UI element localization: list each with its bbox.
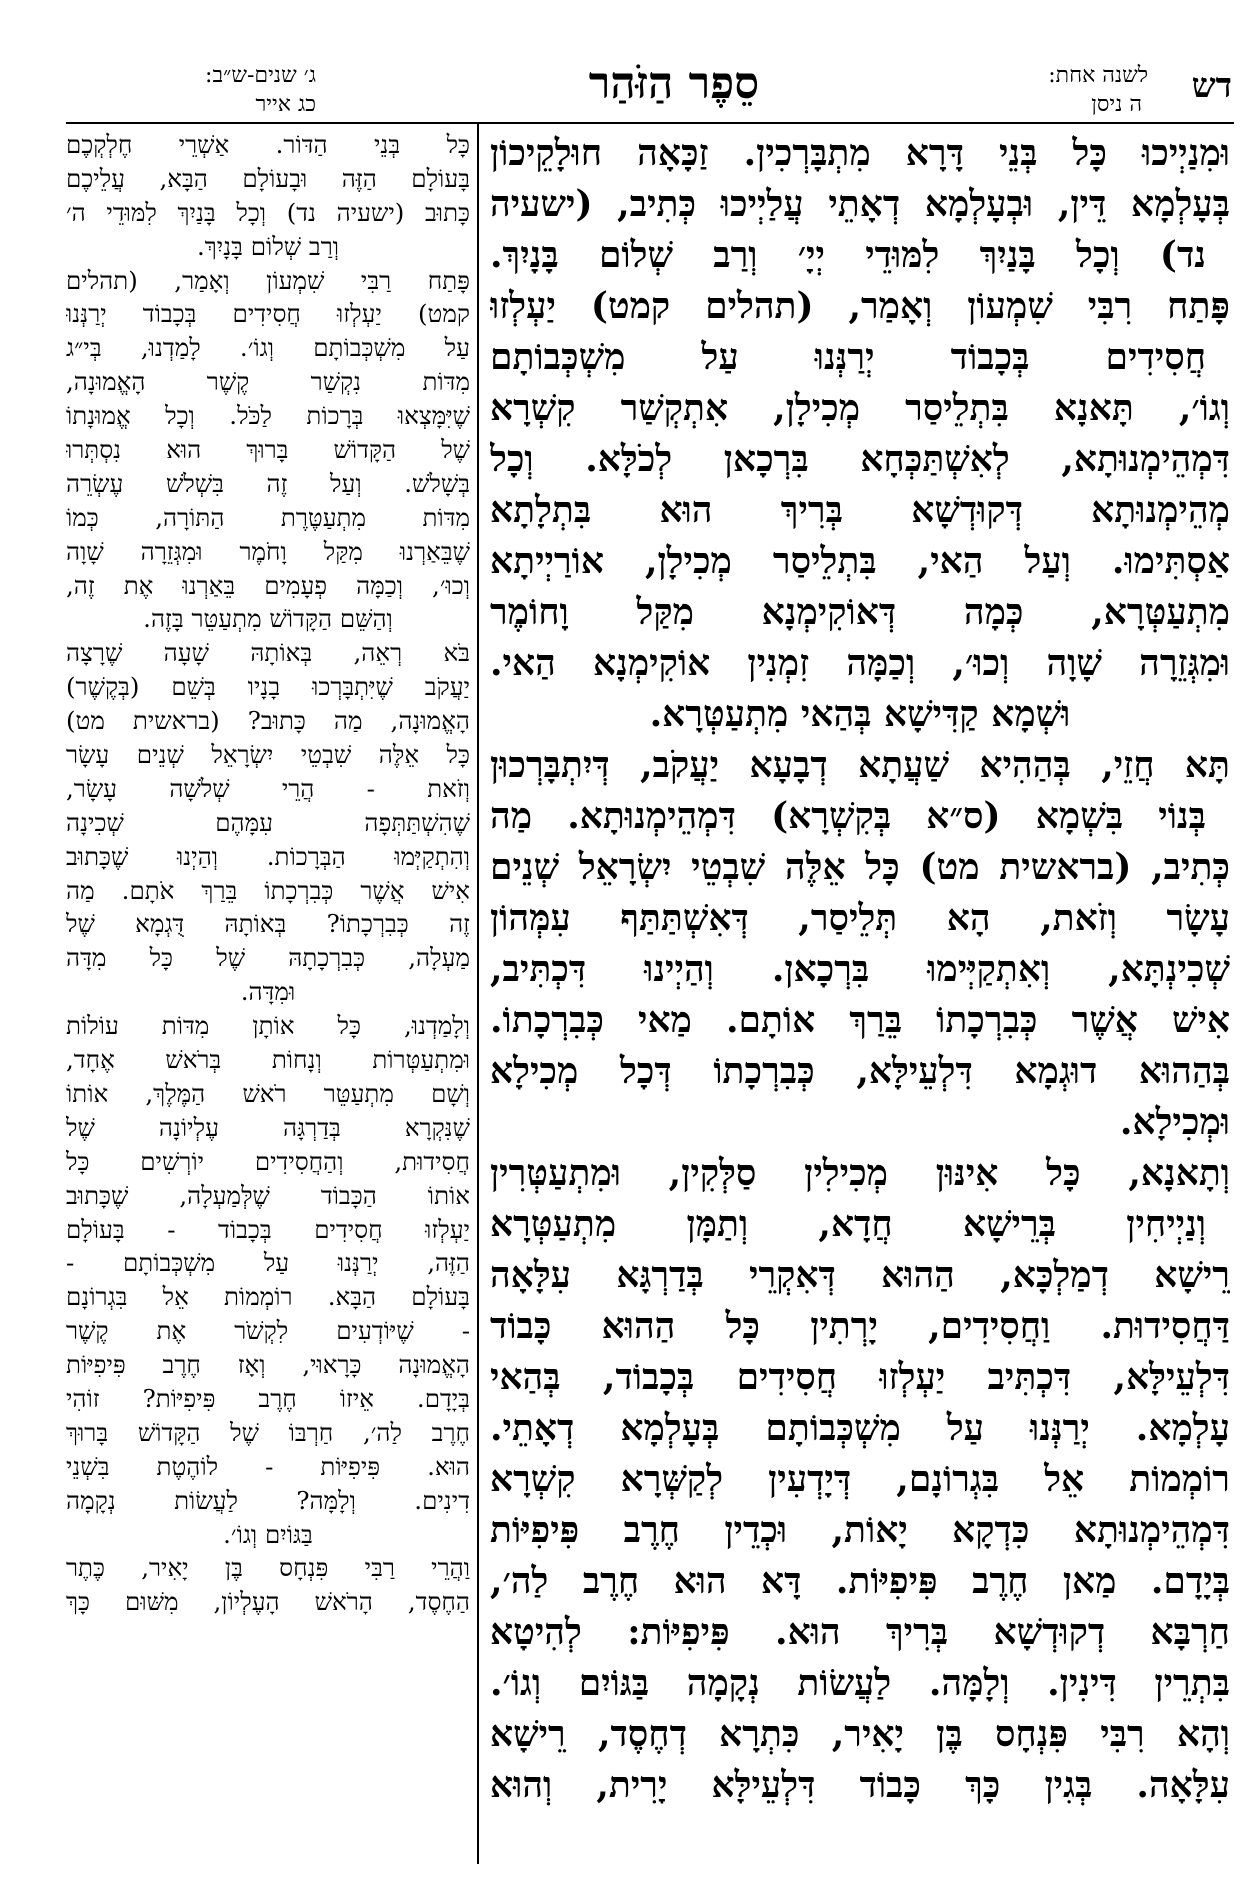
main-text-line: מְהֵימְנוּתָא דְּקוּדְשָׁא בְּרִיךְ הוּא בִּתְלָתָא: [490, 489, 1230, 531]
side-text-line: וַהֲרֵי רַבִּי פִּנְחָס בֶּן יָאִיר, כֶּתֶר: [66, 1553, 470, 1583]
main-text-line: וּמְכִילָא.: [1119, 1101, 1230, 1143]
main-text-line: דִּמְהֵימְנוּתָא כִּדְקָא יָאוֹת, וּכְדֵין חֶרֶב פִּיפִיּוֹת: [490, 1509, 1230, 1551]
side-text-line: יַעְלְזוּ חֲסִידִים בְּכָבוֹד - בָּעוֹלָם: [66, 1214, 470, 1244]
main-text-line: אִישׁ אֲשֶׁר כְּבִרְכָתוֹ בֵּרַךְ אוֹתָם. מַאי כְּבִרְכָתוֹ.: [490, 999, 1230, 1041]
column-divider: [477, 124, 479, 1864]
side-text-line: קמט) יַעְלְזוּ חֲסִידִים בְּכָבוֹד יְרַנְּנוּ: [66, 299, 470, 329]
side-text-line: פָּתַח רַבִּי שִׁמְעוֹן וְאָמַר, (תהלים: [66, 265, 470, 295]
side-text-line: שֶׁבֵּאַרְנוּ מִקַּל וָחֹמֶר וּמִגְּזֵרָה שָׁוָה: [66, 536, 470, 566]
main-text-line: עִלָּאָה. בְּגִין כָּךְ כָּבוֹד דִּלְעֵילָּא יָרִית, וְהוּא: [490, 1764, 1230, 1806]
side-text-line: אוֹתוֹ הַכָּבוֹד שֶׁלְּמַעְלָה, שֶׁכָּתוּב: [66, 1180, 470, 1210]
side-text-line: עַל מִשְׁכְּבוֹתָם וְגוֹ׳. לָמַדְנוּ, בְּי״ג: [66, 333, 470, 363]
aramaic-text-column: [490, 128, 1230, 1811]
main-text-line: בְּעָלְמָא דֵּין, וּבְעָלְמָא דְאָתֵי עֲלַיְיכוּ כְּתִיב, (ישעיה: [490, 183, 1230, 225]
side-text-line: אִישׁ אֲשֶׁר כְּבִרְכָתוֹ בֵּרַךְ אֹתָם. מַה: [66, 875, 470, 905]
side-text-line: וּמִדָּה.: [240, 977, 296, 1007]
book-title: סֵפֶר הַזֹּהַר: [588, 58, 760, 109]
side-text-line: הַחֶסֶד, הָרֹאשׁ הָעֶלְיוֹן, מִשּׁוּם כָּךְ: [66, 1587, 470, 1617]
main-text-line: נד) וְכָל בָּנַיִךְ לִמּוּדֵי יְיָ׳ וְרַב שְׁלוֹם בָּנָיִךְ.: [490, 234, 1206, 276]
side-text-line: בֹּא רְאֵה, בְּאוֹתָהּ שָׁעָה שֶׁרָצָה: [66, 638, 470, 668]
side-text-line: הוּא. פִּיפִיּוֹת - לוֹהֶטֶת בִּשְׁנֵי: [66, 1451, 470, 1481]
main-text-line: בְּהַהוּא דוּגְמָא דִּלְעֵילָּא, כְּבִרְכָתוֹ דְּכָל מְכִילָא: [490, 1050, 1230, 1092]
main-text-line: שְׁכִינְתָּא, וְאִתְקַיְּימוּ בִּרְכָאן. וְהַיְינוּ דִּכְתִּיב,: [490, 948, 1230, 990]
header-divider: [66, 122, 1234, 124]
side-text-line: בָּעוֹלָם הַזֶּה וּבָעוֹלָם הַבָּא, עֲלֵיכֶם: [66, 163, 470, 193]
side-text-line: הַזֶּה, יְרַנְּנוּ עַל מִשְׁכְּבוֹתָם -: [66, 1248, 470, 1278]
main-text-line: וּמִנַיְיכוּ כָּל בְּנֵי דָּרָא מִתְבָּרְכִין. זַכָּאָה חוּלָקֵיכוֹן: [490, 132, 1230, 174]
main-text-line: וְתָאנָא, כָּל אִינּוּן מְכִילִין סַלְּקִין, וּמִתְעַטְּרִין: [490, 1152, 1230, 1194]
main-text-line: עָשָׂר וְזֹאת, הָא תְּלֵיסַר, דְּאִשְׁתַּתַּף עִמְּהוֹן: [490, 897, 1230, 939]
main-text-line: עָלְמָא. יְרַנְּנוּ עַל מִשְׁכְּבוֹתָם בְּעָלְמָא דְאָתֵי.: [490, 1407, 1230, 1449]
main-text-line: רֵישָׁא דְמַלְכָּא, הַהוּא דְּאִקְרֵי בְּדַרְגָּא עִלָּאָה: [490, 1254, 1230, 1296]
main-text-line: וְנַיְיחִין בְּרֵישָׁא חֲדָא, וְתַמָּן מִתְעַטְּרָא: [490, 1203, 1206, 1245]
side-text-line: בְּיָדָם. אֵיזוֹ חֶרֶב פִּיפִיּוֹת? זוֹהִי: [66, 1383, 470, 1413]
main-text-line: כְּתִיב, (בראשית מט) כָּל אֵלֶּה שִׁבְטֵי יִשְׂרָאֵל שְׁנֵים: [490, 846, 1230, 888]
main-text-line: אַסְתִּימוּ. וְעַל הַאי, בִּתְלֵיסַר מְכִילָן, אוֹרַיְיתָא: [490, 540, 1230, 582]
side-text-line: וְהַשֵּׁם הַקָּדוֹשׁ מִתְעַטֵּר בָּזֶה.: [143, 604, 393, 634]
side-text-line: וְכוּ׳, וְכַמָּה פְעָמִים בֵּאַרְנוּ אֶת זֶה,: [66, 570, 470, 600]
side-text-line: וְרַב שְׁלוֹם בָּנָיִךְ.: [196, 231, 340, 261]
side-text-line: וְשָׁם מִתְעַטֵּר רֹאשׁ הַמֶּלֶךְ, אוֹתוֹ: [66, 1078, 470, 1108]
main-text-line: חַרְבָּא דְקוּדְשָׁא בְּרִיךְ הוּא. פִּיפִיּוֹת: לְהִיטָא: [490, 1611, 1230, 1653]
side-text-line: וּמִתְעַטְּרוֹת וְנָחוֹת בְּרֹאשׁ אֶחָד,: [66, 1045, 470, 1075]
main-text-line: וְהָא רִבִּי פִּנְחָס בֶּן יָאִיר, כִּתְרָא דְחֶסֶד, רֵישָׁא: [490, 1713, 1230, 1755]
side-text-line: כָּל בְּנֵי הַדּוֹר. אַשְׁרֵי חֶלְקְכֶם: [66, 130, 470, 159]
side-text-line: חֲסִידוּת, וְהַחֲסִידִים יוֹרְשִׁים כָּל: [66, 1146, 470, 1176]
main-text-line: חֲסִידִים בְּכָבוֹד יְרַנְּנוּ עַל מִשְׁכְּבוֹתָם: [490, 336, 1206, 378]
side-text-line: מִדּוֹת נִקְשַׁר קֶשֶׁר הָאֱמוּנָה,: [66, 367, 470, 397]
side-text-line: בָּעוֹלָם הַבָּא. רוֹמְמוֹת אֵל בִּגְרוֹנָם: [66, 1282, 470, 1312]
main-text-line: בִּתְרֵין דִּינִין. וְלָמָּה. לַעֲשׂוֹת נְקָמָה בַּגּוֹיִם וְגוֹ׳.: [490, 1662, 1230, 1704]
side-text-line: מִדּוֹת מִתְעַטֶּרֶת הַתּוֹרָה, כְּמוֹ: [66, 502, 470, 532]
side-text-line: שֶׁהִשְׁתַּתְּפָה עִמָּהֶם שְׁכִינָה: [66, 807, 470, 837]
side-text-line: כָּתוּב (ישעיה נד) וְכָל בָּנַיִךְ לִמּוּדֵי ה׳: [66, 197, 470, 227]
page-header: [66, 58, 1246, 128]
main-text-line: וְגוֹ׳, תָּאנָא בִּתְלֵיסַר מְכִילָן, אִתְקְשַׁר קִשְׁרָא: [490, 387, 1230, 429]
side-text-line: שֶׁנִּקְרָא בְּדַרְגָּה עֶלְיוֹנָה שֶׁל: [66, 1112, 470, 1142]
main-text-line: וּמִגְּזֵרָה שָׁוָה וְכוּ׳, וְכַמָּה זִמְנִין אוֹקִימְנָא הַאי.: [490, 642, 1230, 684]
side-text-line: חֶרֶב לַה׳, חַרְבּוֹ שֶׁל הַקָּדוֹשׁ בָּרוּךְ: [66, 1417, 470, 1447]
main-text-line: תָּא חֲזֵי, בְּהַהִיא שַׁעֲתָא דְבָעָא יַעֲקֹב, דְּיִתְבָּרְכוּן: [490, 744, 1230, 786]
side-text-line: דִינִים. וְלָמָּה? לַעֲשׂוֹת נְקָמָה: [66, 1485, 470, 1515]
side-text-line: שֶׁל הַקָּדוֹשׁ בָּרוּךְ הוּא נִסְתְּרוּ: [66, 435, 470, 465]
page-number: דש: [1191, 66, 1232, 106]
schedule-one-year-label: לשנה אחת:: [1048, 63, 1148, 88]
side-text-line: שֶׁיִּמָּצְאוּ בְּרָכוֹת לַכֹּל. וְכָל אֱמוּנָתוֹ: [66, 401, 470, 431]
main-text-line: מִתְעַטְּרָא, כְּמָה דְּאוֹקִימְנָא מִקַּל וָחוֹמֶר: [490, 591, 1230, 633]
schedule-three-year-label: ג׳ שנים-ש״ב:: [205, 63, 316, 88]
side-text-line: וְזֹאת - הֲרֵי שְׁלֹשָׁה עָשָׂר,: [66, 773, 470, 803]
main-text-line: דִּלְעֵילָּא, דִּכְתִּיב יַעְלְזוּ חֲסִידִים בְּכָבוֹד, בְּהַאי: [490, 1356, 1230, 1398]
side-text-line: וְלָמַדְנוּ, כָּל אוֹתָן מִדּוֹת עוֹלוֹת: [66, 1011, 470, 1041]
side-text-line: יַעֲקֹב שֶׁיִּתְבָּרְכוּ בָנָיו בְּשֵׁם (בְּקֶשֶׁר): [66, 672, 470, 702]
main-text-line: בְּנוֹי בִּשְׁמָא (ס״א בְּקִשְׁרָא) דִּמְהֵימְנוּתָא. מַה: [490, 795, 1206, 837]
main-text-line: רוֹמְמוֹת אֵל בִּגְרוֹנָם, דְּיָדְעִין לְקַשְּׁרָא קִשְׁרָא: [490, 1458, 1230, 1500]
schedule-one-year-date: ה ניסן: [1091, 92, 1142, 117]
schedule-three-year-date: כג אייר: [255, 92, 316, 117]
side-text-line: בַּגּוֹיִם וְגוֹ׳.: [223, 1519, 313, 1549]
side-text-line: מַעְלָה, כְּבִרְכָתָהּ שֶׁל כָּל מִדָּה: [66, 943, 470, 973]
main-text-line: פָּתַח רִבִּי שִׁמְעוֹן וְאָמַר, (תהלים קמט) יַעְלְזוּ: [490, 285, 1230, 327]
main-text-line: דַּחֲסִידוּת. וַחֲסִידִים, יָרְתִין כָּל הַהוּא כָּבוֹד: [490, 1305, 1230, 1347]
main-text-line: בְּיָדָם. מַאן חֶרֶב פִּיפִיּוֹת. דָּא הוּא חֶרֶב לַה׳,: [490, 1560, 1230, 1602]
side-text-line: בְּשָׁלֹשׁ. וְעַל זֶה בִּשְׁלֹשׁ עֶשְׂרֵה: [66, 468, 470, 498]
hebrew-translation-column: [66, 128, 470, 1619]
side-text-line: - שֶׁיּוֹדְעִים לִקְשֹׁר אֶת קֶשֶׁר: [66, 1316, 470, 1346]
side-text-line: הָאֱמוּנָה כָּרָאוּי, וְאָז חֶרֶב פִּיפִיּוֹת: [66, 1350, 470, 1380]
side-text-line: וְהִתְקַיְּמוּ הַבְּרָכוֹת. וְהַיְנוּ שֶׁכָּתוּב: [66, 841, 470, 871]
main-text-line: דִּמְהֵימְנוּתָא, לְאִשְׁתַּכְּחָא בִּרְכָאן לְכֹלָּא. וְכָל: [490, 438, 1230, 480]
main-text-line: וּשְׁמָא קַדִּישָׁא בְּהַאי מִתְעַטְּרָא.: [649, 693, 1071, 735]
side-text-line: הָאֱמוּנָה, מַה כָּתוּב? (בראשית מט): [66, 706, 470, 736]
side-text-line: כָּל אֵלֶּה שִׁבְטֵי יִשְׂרָאֵל שְׁנֵים עָשָׂר: [66, 740, 470, 770]
side-text-line: זֶה כְּבִרְכָתוֹ? בְּאוֹתָהּ דֻּגְמָא שֶׁל: [66, 909, 470, 939]
